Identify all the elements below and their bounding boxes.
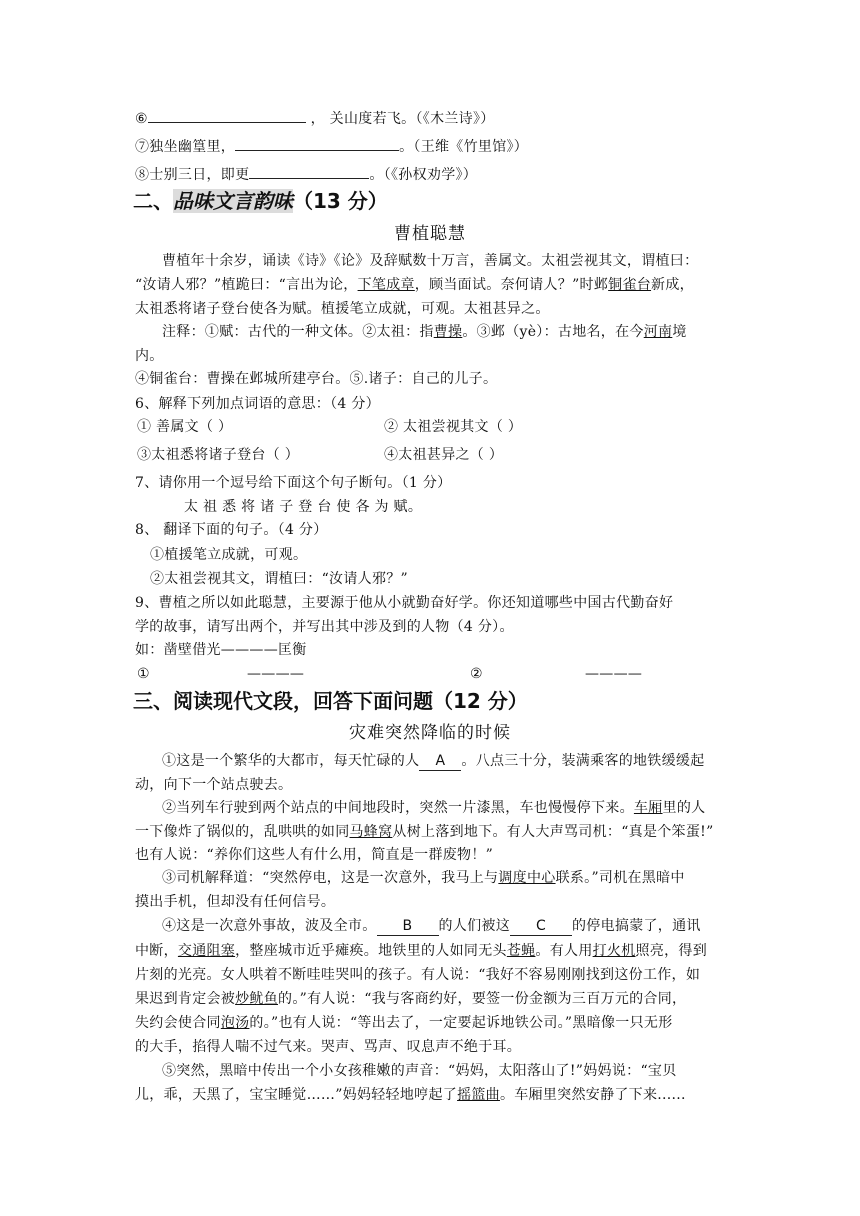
passage-line: ⑤突然，黑暗中传出一个小女孩稚嫩的声音：“妈妈，太阳落山了!”妈妈说：“宝贝 [162,1063,677,1079]
question-6-item-4: ④太祖甚异之（ ） [384,447,504,463]
poem-line-8 [135,164,477,184]
section-number: 二、 [133,189,173,213]
question-6-item-3: ③太祖悉将诸子登台（ ） [137,447,300,463]
passage-text: ，顾当面试。奈何请人？”时邺 [414,277,609,293]
underlined-word: 泡汤 [220,1015,250,1031]
passage-text: ，整座城市近乎瘫痪。地铁里的人如同无头 [235,943,507,959]
line-number: ⑥ [135,111,148,127]
question-9: 9、曹植之所以如此聪慧，主要源于他从小就勤奋好学。你还知道哪些中国古代勤奋好 [135,595,674,611]
passage-line: 摸出手机，但却没有任何信号。 [135,894,336,910]
question-6: 6、解释下列加点词语的意思：（4 分） [135,396,380,412]
question-8: 8、 翻译下面的句子。（4 分） [135,522,328,538]
underlined-word: 苍蝇 [506,943,536,959]
annotation-text: 。③邺（yè）：古地名，在今 [462,324,644,340]
underlined-word: 调度中心 [498,870,556,886]
section-highlight-title: 品味文言韵味 [173,189,293,213]
poem-source: 。（王维《竹里馆》） [399,139,529,155]
poem-text: ⑧士别三日，即更 [135,167,250,183]
answer-blank[interactable] [249,164,369,179]
passage-text: 联系。”司机在黑暗中 [555,870,685,886]
passage-line [162,799,705,817]
passage-text: 从树上落到地下。有人大声骂司机：“真是个笨蛋!” [392,824,714,840]
passage-line [162,869,685,887]
answer-blank[interactable] [148,108,306,123]
question-9-answer-2-line[interactable]: ———— [585,666,643,682]
underlined-word: 河南 [643,324,673,340]
question-8-item-1: ①植援笔立成就，可观。 [150,547,308,563]
question-9: 学的故事，请写出两个，并写出其中涉及到的人物（4 分）。 [135,619,514,635]
passage-line [135,990,686,1008]
passage-line [135,942,707,960]
annotation-line: ④铜雀台：曹操在邺城所建亭台。⑤.诸子：自己的儿子。 [135,371,498,387]
passage-line: 动，向下一个站点驶去。 [135,777,293,793]
passage-text: 。八点三十分，装满乘客的地铁缓缓起 [461,753,705,769]
annotation-line: 内。 [135,348,164,364]
underlined-word: 交通阻塞 [177,943,236,959]
passage-title: 灾难突然降临的时候 [349,723,511,743]
section-score: （13 分） [293,189,388,213]
question-6-item-2: ② 太祖尝视其文（ ） [384,419,523,435]
answer-blank-b[interactable]: B [377,917,439,936]
underlined-word: 摇篮曲 [457,1087,500,1103]
passage-text: “汝请人邪？”植跪曰：“言出为论， [135,277,358,293]
passage-text: ④这是一次意外事故，波及全市。 [162,918,377,934]
annotation-text: 境 [672,324,687,340]
passage-text: 中断， [135,943,178,959]
passage-line: 片刻的光亮。女人哄着不断哇哇哭叫的孩子。有人说：“我好不容易刚刚找到这份工作，如 [135,967,701,983]
passage-line [162,917,701,936]
passage-text: 的人们被这 [438,918,510,934]
question-9-answer-2-number: ② [470,666,483,682]
question-8-item-2: ②太祖尝视其文，谓植曰：“汝请人邪？” [150,571,409,587]
passage-line [162,752,705,771]
passage-text: 果迟到肯定会被 [135,991,236,1007]
section-2-heading [133,188,388,214]
passage-line [135,1014,673,1032]
underlined-word: 下笔成章 [357,277,415,293]
poem-line-7 [135,136,528,156]
passage-text: 。车厢里突然安静了下来...... [499,1087,686,1103]
answer-blank-a[interactable]: A [419,752,461,771]
question-7-sentence: 太 祖 悉 将 诸 子 登 台 使 各 为 赋。 [184,499,423,515]
question-9-example: 如：凿壁借光————匡衡 [135,642,307,658]
question-9-answer-1-line[interactable]: ———— [247,666,305,682]
question-7: 7、请你用一个逗号给下面这个句子断句。（1 分） [135,475,452,491]
answer-blank-c[interactable]: C [510,917,572,936]
underlined-word: 车厢 [633,800,663,816]
passage-line: 也有人说：“养你们这些人有什么用，简直是一群废物！” [135,847,494,863]
passage-line: 太祖悉将诸子登台使各为赋。植援笔立成就，可观。太祖甚异之。 [135,301,550,317]
question-6-item-1: ① 善属文（ ） [137,419,233,435]
poem-text: ， 关山度若飞。（《木兰诗》） [310,111,495,127]
passage-line [135,823,714,841]
passage-line [135,276,694,294]
passage-text: ①这是一个繁华的大都市，每天忙碌的人 [162,753,420,769]
passage-line: 曹植年十余岁，诵读《诗》《论》及辞赋数十万言，善属文。太祖尝视其文，谓植曰： [162,253,699,269]
section-3-heading: 三、阅读现代文段，回答下面问题（12 分） [133,689,528,713]
underlined-word: 马蜂窝 [349,824,393,840]
passage-text: 照亮，得到 [635,943,708,959]
passage-title: 曹植聪慧 [394,224,466,244]
answer-blank[interactable] [235,136,399,151]
passage-text: ②当列车行驶到两个站点的中间地段时，突然一片漆黑，车也慢慢停下来。 [162,800,634,816]
underlined-word: 打火机 [592,943,636,959]
passage-text: ③司机解释道：“突然停电，这是一次意外，我马上与 [162,870,499,886]
poem-line-6 [135,108,495,128]
passage-text: 儿，乖，天黑了，宝宝睡觉……”妈妈轻轻地哼起了 [135,1087,458,1103]
passage-text: 。有人用 [535,943,593,959]
passage-text: 新成， [651,277,694,293]
annotation-text: 注释：①赋：古代的一种文体。②太祖：指 [162,324,434,340]
passage-text: 的。”有人说：“我与客商约好，要签一份金额为三百万元的合同， [278,991,687,1007]
question-9-answer-1-number: ① [137,666,150,682]
poem-text: ⑦独坐幽篁里， [135,139,236,155]
passage-text: 失约会使合同 [135,1015,221,1031]
passage-line: 的大手，掐得人喘不过气来。哭声、骂声、叹息声不绝于耳。 [135,1039,522,1055]
poem-source: 。（《孙权劝学》） [369,167,478,183]
passage-text: 里的人 [662,800,706,816]
underlined-word: 炒鱿鱼 [235,991,279,1007]
underlined-word: 曹操 [433,324,463,340]
passage-text: 的停电搞蒙了，通讯 [572,918,701,934]
passage-line [135,1086,686,1104]
underlined-word: 铜雀台 [608,277,652,293]
annotation-line [162,323,687,341]
passage-text: 的。”也有人说：“等出去了，一定要起诉地铁公司。”黑暗像一只无形 [249,1015,673,1031]
passage-text: 一下像炸了锅似的，乱哄哄的如同 [135,824,350,840]
